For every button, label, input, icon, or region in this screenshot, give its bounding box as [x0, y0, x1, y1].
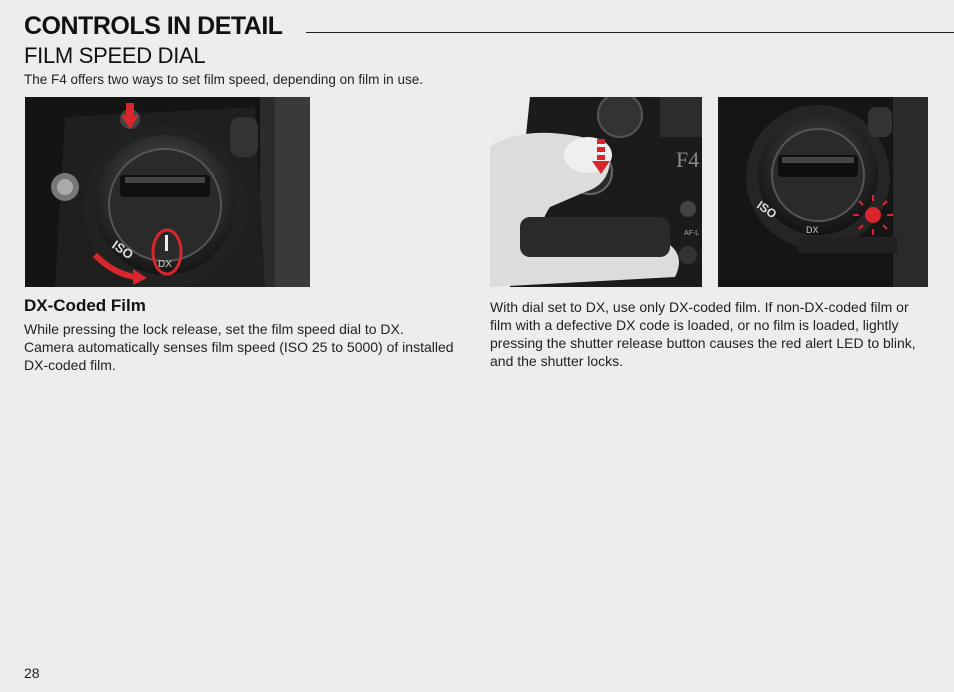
- dx-coded-film-heading: DX-Coded Film: [24, 296, 146, 315]
- right-dial-iso-label: ISO: [754, 197, 780, 222]
- dx-warning-text: With dial set to DX, use only DX-coded film. If non-DX-coded film or film with a defective DX code is loaded, or no film is loaded, lightly pressing the shutter release button causes the red alert LED to blink, and the shutter locks.: [490, 299, 916, 369]
- mid-af-label: AF-L: [684, 230, 700, 237]
- photo-film-speed-dial-lock-release: [25, 97, 310, 287]
- mid-camera-model-label: F4: [676, 147, 700, 172]
- right-dial-dx-label: DX: [806, 225, 819, 235]
- left-dial-iso-label: ISO: [109, 237, 137, 263]
- section-title: CONTROLS IN DETAIL: [24, 12, 283, 40]
- intro-text: The F4 offers two ways to set film speed, depending on film in use.: [24, 72, 423, 87]
- photo-red-alert-led: [718, 97, 928, 287]
- sub-title: FILM SPEED DIAL: [24, 43, 206, 68]
- left-dial-dx-label: DX: [158, 259, 172, 270]
- title-rule: [306, 32, 954, 33]
- page-number: 28: [24, 665, 40, 681]
- photo-shutter-release-press: [490, 97, 702, 287]
- dx-coded-film-text: While pressing the lock release, set the film speed dial to DX. Camera automatically senses film speed (ISO 25 to 5000) of installed DX-coded film.: [24, 321, 454, 373]
